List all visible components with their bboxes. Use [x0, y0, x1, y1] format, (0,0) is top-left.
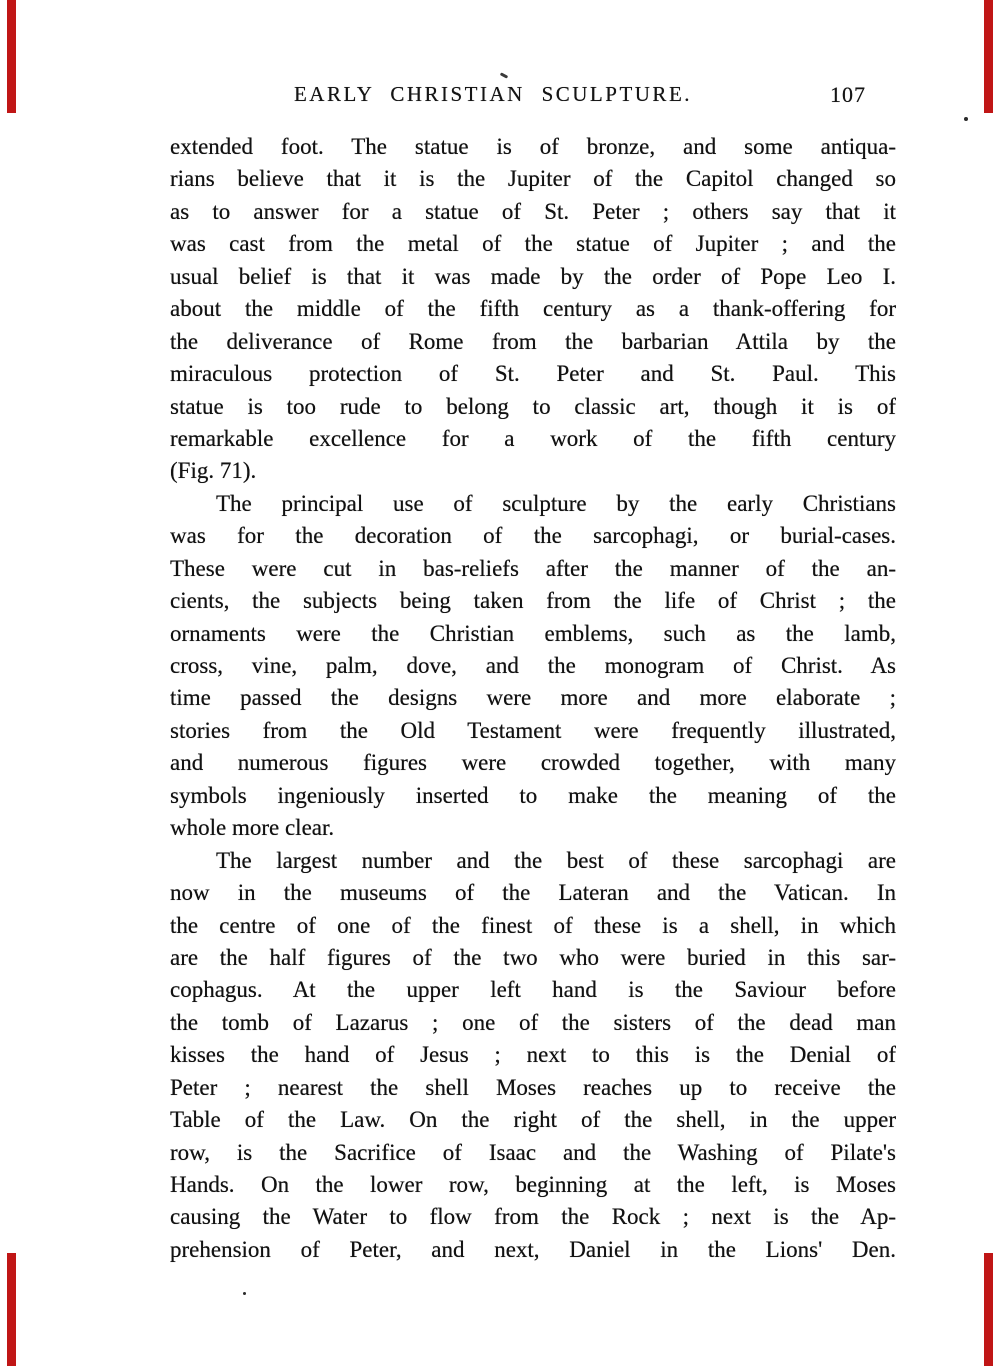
text-line: time passed the designs were more and more elaborate ; [170, 685, 896, 711]
text-line: cients, the subjects being taken from the life of Christ ; the [170, 588, 896, 614]
book-cover-edge-bottom-left [7, 1253, 16, 1366]
text-line: miraculous protection of St. Peter and St. Paul. This [170, 361, 896, 387]
text-line: The largest number and the best of these sarcophagi are [216, 847, 896, 873]
text-line: Peter ; nearest the shell Moses reaches up to receive the [170, 1074, 896, 1100]
text-line: was cast from the metal of the statue of Jupiter ; and the [170, 231, 896, 257]
text-line: ornaments were the Christian emblems, such as the lamb, [170, 620, 896, 646]
book-cover-edge-bottom-right [984, 1253, 993, 1366]
paragraph [170, 488, 896, 845]
book-cover-edge-top-left [7, 0, 16, 113]
text-line: prehension of Peter, and next, Daniel in the Lions' Den. [170, 1236, 896, 1262]
text-line: and numerous figures were crowded together, with many [170, 750, 896, 776]
text-line: The principal use of sculpture by the early Christians [216, 490, 896, 516]
text-column [170, 131, 896, 1266]
text-line: statue is too rude to belong to classic art, though it is of [170, 393, 896, 419]
text-line: the tomb of Lazarus ; one of the sisters of the dead man [170, 1009, 896, 1035]
text-line: (Fig. 71). [170, 458, 257, 484]
paragraph [170, 131, 896, 488]
text-line: was for the decoration of the sarcophagi, or burial-cases. [170, 523, 896, 549]
text-line: as to answer for a statue of St. Peter ; others say that it [170, 198, 896, 224]
scan-artifact-dot [243, 1292, 246, 1295]
text-line: stories from the Old Testament were frequently illustrated, [170, 717, 896, 743]
text-line: whole more clear. [170, 815, 335, 841]
text-line: Hands. On the lower row, beginning at the left, is Moses [170, 1172, 896, 1197]
text-line: symbols ingeniously inserted to make the meaning of the [170, 782, 896, 808]
scan-artifact-dot [964, 117, 968, 121]
page-number: 107 [830, 82, 866, 107]
text-line: the deliverance of Rome from the barbarian Attila by the [170, 328, 896, 354]
running-head-title: EARLY CHRISTIAN SCULPTURE. [293, 82, 693, 106]
book-cover-edge-top-right [984, 0, 993, 113]
text-line: now in the museums of the Lateran and the Vatican. In [170, 880, 896, 906]
text-line: These were cut in bas-reliefs after the manner of the an- [170, 555, 896, 581]
text-line: row, is the Sacrifice of Isaac and the Washing of Pilate's [170, 1139, 896, 1165]
text-line: remarkable excellence for a work of the fifth century [170, 425, 896, 451]
text-line: the centre of one of the finest of these is a shell, in which [170, 912, 896, 938]
text-line: cross, vine, palm, dove, and the monogram of Christ. As [170, 653, 896, 678]
text-line: usual belief is that it was made by the order of Pope Leo I. [170, 263, 896, 289]
text-line: about the middle of the fifth century as a thank-offering for [170, 296, 896, 322]
text-line: Table of the Law. On the right of the shell, in the upper [170, 1107, 896, 1133]
paragraph [170, 845, 896, 1267]
text-line: causing the Water to flow from the Rock ; next is the Ap- [170, 1204, 896, 1230]
text-line: are the half figures of the two who were buried in this sar- [170, 944, 896, 970]
scan-artifact-accent-mark [500, 72, 508, 78]
text-line: cophagus. At the upper left hand is the Saviour before [170, 977, 896, 1003]
text-line: rians believe that it is the Jupiter of the Capitol changed so [170, 166, 896, 192]
text-line: kisses the hand of Jesus ; next to this is the Denial of [170, 1042, 896, 1068]
text-line: extended foot. The statue is of bronze, and some antiqua- [170, 134, 896, 159]
